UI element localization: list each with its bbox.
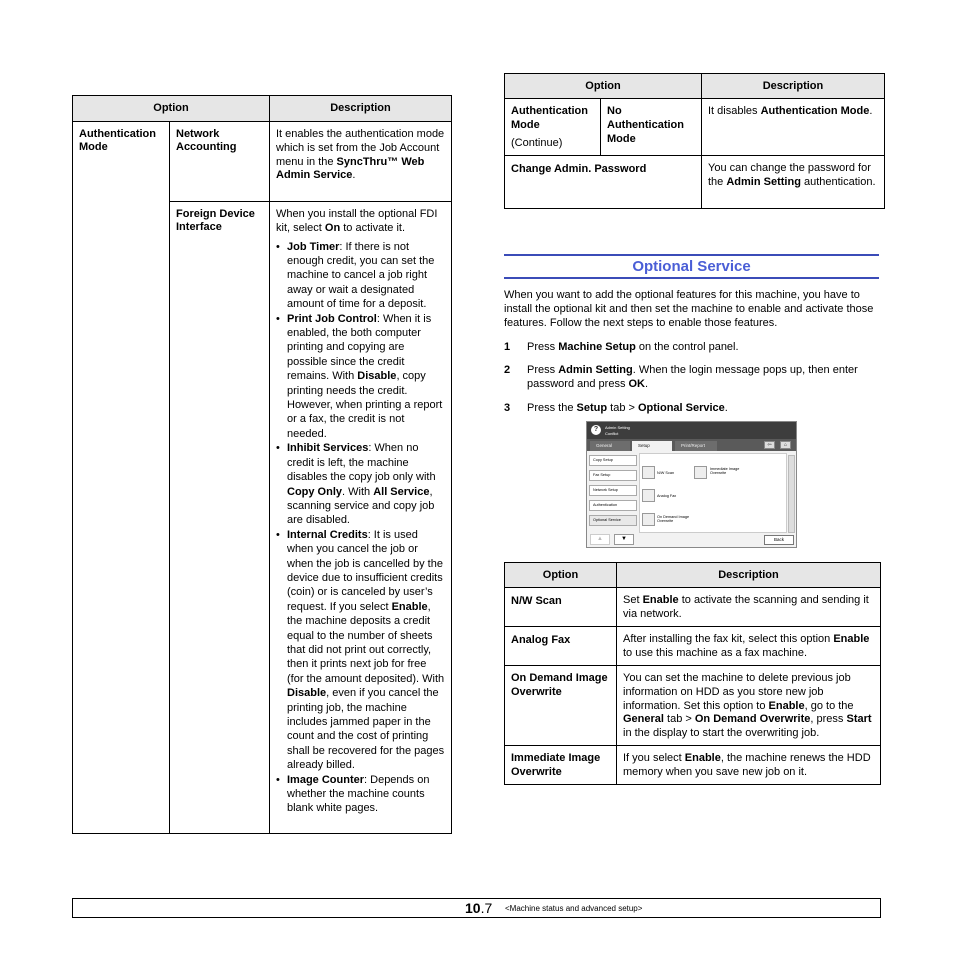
page-number: 10.7: [465, 900, 493, 916]
step-number: 2: [504, 364, 511, 376]
screenshot-scrollbar: [788, 455, 795, 533]
list-item: • Job Timer: If there is not enough credit, you can set the machine to cancel a job right away or wait a designated amount of time for a deposit.: [276, 240, 445, 312]
on-demand-overwrite-option-icon: [642, 513, 655, 526]
option-header: Option: [73, 96, 270, 122]
step-text: Press Admin Setting. When the login message pops up, then enter password and press OK.: [527, 364, 858, 391]
authentication-mode-continue-cell: [505, 99, 601, 156]
fdi-intro: When you install the optional FDI kit, select On to activate it.: [276, 208, 438, 234]
change-admin-password-description: You can change the password for the Admin Setting authentication.: [702, 156, 885, 209]
analog-fax-description: After installing the fax kit, select this option Enable to use this machine as a fax machine.: [617, 627, 881, 666]
nw-scan-option-label: N/W Scan: [657, 471, 675, 475]
control-panel-screenshot: [586, 421, 797, 548]
continue-label: (Continue): [511, 136, 563, 149]
nw-scan-description: Set Enable to activate the scanning and sending it via network.: [617, 588, 881, 627]
back-arrow-icon: ⇦: [764, 441, 775, 449]
screenshot-title: Admin Setting: [605, 425, 630, 430]
no-authentication-mode-label: No Authentication Mode: [601, 99, 702, 156]
footer-section-name: <Machine status and advanced setup>: [505, 904, 643, 913]
right-options-table: [504, 73, 885, 209]
option-header: Option: [505, 74, 702, 99]
network-accounting-label: Network Accounting: [170, 122, 270, 202]
analog-fax-option-icon: [642, 489, 655, 502]
scroll-up-icon: ▲: [590, 534, 610, 545]
screenshot-side-menu: [589, 455, 637, 530]
screenshot-arrows: [590, 534, 636, 545]
network-accounting-description: It enables the authentication mode which is set from the Job Account menu in the SyncThru™ Web Admin Service.: [270, 122, 452, 202]
immediate-overwrite-option-icon: [694, 466, 707, 479]
side-button-network-setup: Network Setup: [589, 485, 637, 496]
option-header: Option: [505, 563, 617, 588]
step-text: Press Machine Setup on the control panel.: [527, 341, 739, 353]
intro-paragraph: When you want to add the optional features for this machine, you have to install the optional kit and then set the machine to enable and activate those features. Follow the next steps to enable those features.: [504, 289, 874, 330]
step-number: 3: [504, 402, 511, 414]
description-header: Description: [617, 563, 881, 588]
side-button-fax-setup: Fax Setup: [589, 470, 637, 481]
authentication-mode-label: Authentication Mode: [511, 105, 588, 131]
page-footer: [72, 898, 881, 918]
tab-setup: Setup: [632, 441, 672, 451]
list-item: • Inhibit Services: When no credit is left, the machine disables the copy job only with Copy Only. With All Service, scanning service and copy job are disabled.: [276, 441, 445, 527]
analog-fax-label: Analog Fax: [505, 627, 617, 666]
foreign-device-interface-description: [270, 202, 452, 834]
step-1: [504, 340, 880, 354]
authentication-mode-label: Authentication Mode: [73, 122, 170, 834]
step-2: [504, 363, 880, 391]
on-demand-overwrite-label: On Demand Image Overwrite: [505, 666, 617, 746]
description-header: Description: [270, 96, 452, 122]
on-demand-overwrite-option-label: On Demand Image Overwrite: [657, 515, 690, 523]
tab-general: General: [590, 441, 630, 451]
change-admin-password-label: Change Admin. Password: [505, 156, 702, 209]
help-icon: ?: [591, 425, 601, 435]
screenshot-back-button: Back: [764, 535, 794, 545]
step-3: [504, 401, 880, 415]
tab-print-report: Print/Report: [675, 441, 717, 451]
side-button-copy-setup: Copy Setup: [589, 455, 637, 466]
immediate-overwrite-option-label: Immediate Image Overwrite: [710, 467, 740, 475]
foreign-device-interface-label: Foreign Device Interface: [170, 202, 270, 834]
screenshot-title-bar: [587, 422, 796, 439]
step-text: Press the Setup tab > Optional Service.: [527, 402, 728, 414]
analog-fax-option-label: Analog Fax: [657, 494, 677, 498]
no-authentication-description: It disables Authentication Mode.: [702, 99, 885, 156]
list-item: • Internal Credits: It is used when you cancel the job or when the job is cancelled by the device due to insufficient credits (coin) or is canceled by user’s request. If you select Enable, the machine deposits a credit equal to the number of sheets that did not print out correctly, then it prints next job for free (for the amount deposited). With Disable, even if you cancel the printing job, the machine includes jammed paper in the count and the cost of printing shall be recovered for the pages already billed.: [276, 528, 445, 773]
on-demand-overwrite-description: You can set the machine to delete previous job information on HDD as you store new job information. Set this option to Enable, go to the General tab > On Demand Overwrite, press Start in the display to start the overwriting job.: [617, 666, 881, 746]
description-header: Description: [702, 74, 885, 99]
step-number: 1: [504, 341, 511, 353]
screenshot-options-panel: [639, 453, 787, 533]
fdi-bullet-list: [276, 240, 445, 816]
home-icon: ⌂: [780, 441, 791, 449]
optional-service-table: [504, 562, 881, 785]
screenshot-tabs: [587, 439, 796, 451]
nw-scan-option-icon: [642, 466, 655, 479]
section-title: Optional Service: [504, 254, 879, 279]
left-options-table: [72, 95, 452, 834]
nw-scan-label: N/W Scan: [505, 588, 617, 627]
scroll-down-icon: ▼: [614, 534, 634, 545]
list-item: • Image Counter: Depends on whether the machine counts blank white pages.: [276, 773, 445, 816]
list-item: • Print Job Control: When it is enabled, the both computer printing and copying are possible since the credit remains. With Disable, copy printing needs the credit. However, when printing a report or a fax, the credit is not needed.: [276, 312, 445, 442]
screenshot-subtitle: Conflict: [605, 431, 619, 436]
side-button-optional-service: Optional Service: [589, 515, 637, 526]
immediate-overwrite-description: If you select Enable, the machine renews the HDD memory when you save new job on it.: [617, 746, 881, 785]
immediate-overwrite-label: Immediate Image Overwrite: [505, 746, 617, 785]
side-button-authentication: Authentication: [589, 500, 637, 511]
